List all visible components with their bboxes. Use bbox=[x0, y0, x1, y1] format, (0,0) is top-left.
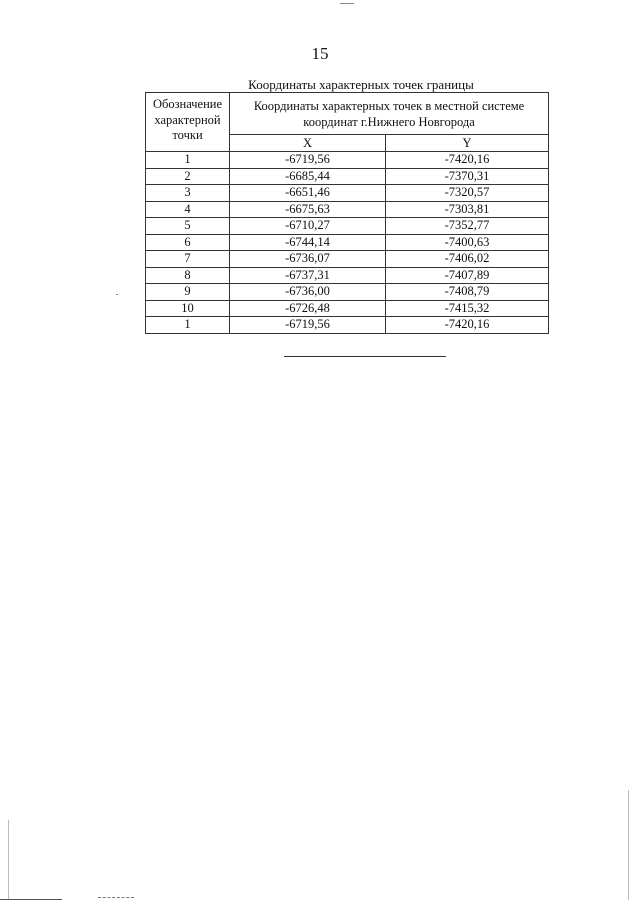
scan-mark bbox=[628, 790, 629, 900]
table-body bbox=[146, 152, 549, 334]
end-of-table-rule bbox=[284, 356, 446, 357]
header-point-designation bbox=[146, 93, 230, 152]
point-cell: 1 bbox=[146, 317, 230, 334]
x-coordinate-cell: -6719,56 bbox=[230, 317, 386, 334]
coordinates-table bbox=[145, 92, 549, 334]
y-coordinate-cell: -7406,02 bbox=[386, 251, 549, 268]
y-coordinate-cell: -7303,81 bbox=[386, 201, 549, 218]
y-coordinate-cell: -7370,31 bbox=[386, 168, 549, 185]
scan-mark bbox=[116, 294, 118, 295]
x-coordinate-cell: -6651,46 bbox=[230, 185, 386, 202]
y-coordinate-cell: -7420,16 bbox=[386, 317, 549, 334]
x-coordinate-cell: -6719,56 bbox=[230, 152, 386, 169]
x-coordinate-cell: -6726,48 bbox=[230, 300, 386, 317]
point-cell: 8 bbox=[146, 267, 230, 284]
table-row bbox=[146, 168, 549, 185]
y-coordinate-cell: -7320,57 bbox=[386, 185, 549, 202]
table-row bbox=[146, 284, 549, 301]
point-cell: 3 bbox=[146, 185, 230, 202]
table-row bbox=[146, 267, 549, 284]
table-row bbox=[146, 251, 549, 268]
point-cell: 2 bbox=[146, 168, 230, 185]
x-coordinate-cell: -6736,07 bbox=[230, 251, 386, 268]
y-coordinate-cell: -7352,77 bbox=[386, 218, 549, 235]
y-coordinate-cell: -7420,16 bbox=[386, 152, 549, 169]
point-cell: 7 bbox=[146, 251, 230, 268]
point-cell: 4 bbox=[146, 201, 230, 218]
header-x: X bbox=[230, 135, 386, 152]
header-designation-line-3: точки bbox=[172, 128, 203, 142]
header-designation-line-1: Обозначение bbox=[152, 97, 223, 111]
point-cell: 9 bbox=[146, 284, 230, 301]
header-designation-line-2: характерной bbox=[154, 112, 221, 127]
x-coordinate-cell: -6736,00 bbox=[230, 284, 386, 301]
y-coordinate-cell: -7408,79 bbox=[386, 284, 549, 301]
header-system-line-1: Координаты характерных точек в местной системе bbox=[253, 99, 525, 113]
header-y: Y bbox=[386, 135, 549, 152]
footer-rule bbox=[0, 899, 62, 900]
table-row bbox=[146, 300, 549, 317]
point-cell: 10 bbox=[146, 300, 230, 317]
table-row bbox=[146, 317, 549, 334]
point-cell: 5 bbox=[146, 218, 230, 235]
table-row bbox=[146, 234, 549, 251]
page-number: 15 bbox=[311, 44, 329, 63]
point-cell: 1 bbox=[146, 152, 230, 169]
table-caption: Координаты характерных точек границы bbox=[248, 77, 474, 92]
table-row bbox=[146, 201, 549, 218]
x-coordinate-cell: -6737,31 bbox=[230, 267, 386, 284]
table-row bbox=[146, 152, 549, 169]
point-cell: 6 bbox=[146, 234, 230, 251]
x-coordinate-cell: -6744,14 bbox=[230, 234, 386, 251]
footer-mark bbox=[98, 897, 134, 898]
y-coordinate-cell: -7407,89 bbox=[386, 267, 549, 284]
scan-mark bbox=[340, 3, 354, 4]
x-coordinate-cell: -6675,63 bbox=[230, 201, 386, 218]
x-coordinate-cell: -6710,27 bbox=[230, 218, 386, 235]
y-coordinate-cell: -7400,63 bbox=[386, 234, 549, 251]
header-coordinate-system bbox=[230, 93, 549, 135]
table-row bbox=[146, 185, 549, 202]
header-system-line-2: координат г.Нижнего Новгорода bbox=[303, 115, 475, 129]
y-coordinate-cell: -7415,32 bbox=[386, 300, 549, 317]
table-row bbox=[146, 218, 549, 235]
scan-mark bbox=[8, 820, 9, 900]
x-coordinate-cell: -6685,44 bbox=[230, 168, 386, 185]
